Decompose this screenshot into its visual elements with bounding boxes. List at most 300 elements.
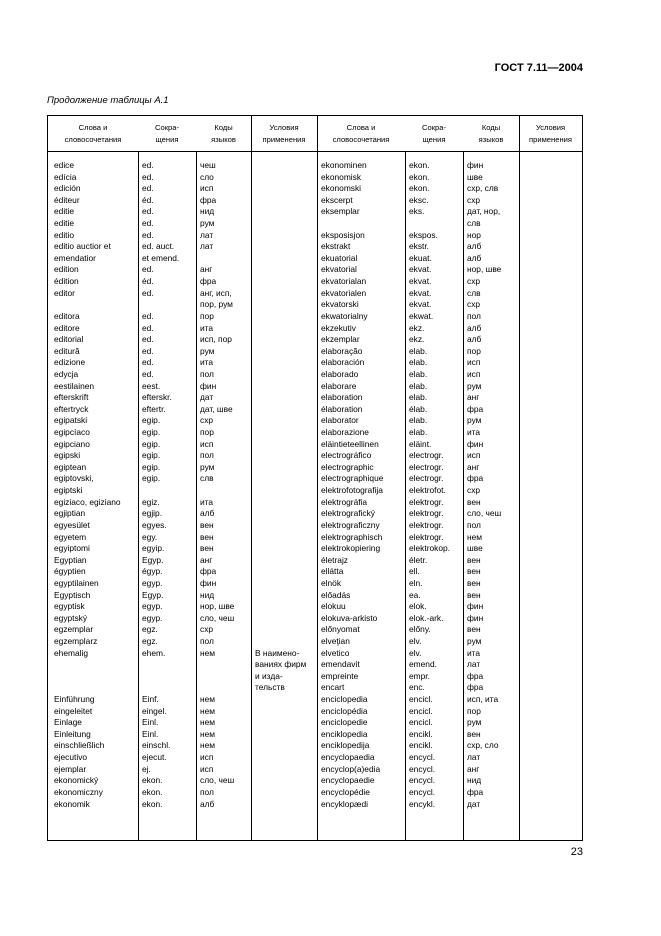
word-cell: eestilainen bbox=[54, 380, 95, 391]
word-cell: editor bbox=[54, 287, 75, 298]
code-cell: нид bbox=[467, 775, 482, 786]
word-cell: elektrografický bbox=[321, 508, 375, 519]
word-cell: egyptilainen bbox=[54, 577, 99, 588]
code-cell: лат bbox=[200, 229, 214, 240]
condition-cell: ваниях фирм bbox=[255, 659, 307, 670]
table-row bbox=[48, 799, 582, 811]
word-cell: egiptovski, bbox=[54, 473, 94, 484]
word-cell: ekonomski bbox=[321, 183, 362, 194]
code-cell: схр bbox=[467, 485, 481, 496]
table-row bbox=[48, 230, 582, 242]
word-cell: egipski bbox=[54, 450, 81, 461]
table-row bbox=[48, 473, 582, 485]
word-cell: élaboration bbox=[321, 403, 363, 414]
abbr-cell: ekstr. bbox=[409, 241, 430, 252]
table-row bbox=[48, 195, 582, 207]
condition-cell: и изда- bbox=[255, 670, 283, 681]
word-cell: edícia bbox=[54, 171, 77, 182]
abbr-cell: elab. bbox=[409, 427, 428, 438]
code-cell: дат, шве bbox=[200, 403, 233, 414]
abbr-cell: encicl. bbox=[409, 717, 433, 728]
abbr-cell: ekon. bbox=[409, 183, 430, 194]
table-row bbox=[48, 183, 582, 195]
code-cell: вен bbox=[467, 554, 481, 565]
code-cell: схр bbox=[200, 415, 214, 426]
code-cell: схр bbox=[467, 276, 481, 287]
code-cell: фра bbox=[200, 276, 217, 287]
word-cell: elaborator bbox=[321, 415, 359, 426]
abbr-cell: ekon. bbox=[142, 775, 163, 786]
abbr-cell: ed. bbox=[142, 345, 154, 356]
word-cell: electrographique bbox=[321, 473, 384, 484]
code-cell: дат, нор, bbox=[467, 206, 501, 217]
abbr-cell: elab. bbox=[409, 415, 428, 426]
code-cell: нор bbox=[467, 229, 481, 240]
code-cell: нем bbox=[200, 740, 216, 751]
abbr-cell: eingel. bbox=[142, 705, 167, 716]
word-cell: editorial bbox=[54, 334, 84, 345]
word-cell: égyptien bbox=[54, 566, 86, 577]
code-cell: лат bbox=[200, 241, 214, 252]
word-cell: ekstrakt bbox=[321, 241, 351, 252]
abbr-cell: efterskr. bbox=[142, 392, 172, 403]
code-cell: шве bbox=[467, 543, 483, 554]
abbr-cell: ed. bbox=[142, 287, 154, 298]
table-row bbox=[48, 764, 582, 776]
word-cell: ekonomik bbox=[54, 798, 90, 809]
abbr-cell: eks. bbox=[409, 206, 425, 217]
table-header bbox=[48, 116, 582, 152]
abbr-cell: ed. bbox=[142, 229, 154, 240]
abbr-cell: élab. bbox=[409, 403, 428, 414]
word-cell: ekzekutiv bbox=[321, 322, 356, 333]
code-cell: чеш bbox=[200, 160, 216, 170]
code-cell: слв bbox=[467, 218, 481, 229]
abbr-cell: einschl. bbox=[142, 740, 171, 751]
word-cell: enciklopedija bbox=[321, 740, 370, 751]
code-cell: ита bbox=[200, 322, 214, 333]
code-cell: фин bbox=[467, 160, 484, 170]
word-cell: ejemplar bbox=[54, 763, 87, 774]
code-cell: ита bbox=[200, 357, 214, 368]
table-row bbox=[48, 706, 582, 718]
abbr-cell: encicl. bbox=[409, 705, 433, 716]
abbr-cell: egyip. bbox=[142, 543, 165, 554]
word-cell: efterskrift bbox=[54, 392, 89, 403]
code-cell: ита bbox=[200, 496, 214, 507]
word-cell: encyclopédie bbox=[321, 786, 370, 797]
abbr-cell: elv. bbox=[409, 635, 422, 646]
code-cell: алб bbox=[200, 508, 215, 519]
code-cell: нем bbox=[200, 728, 216, 739]
code-cell: лат bbox=[467, 659, 481, 670]
code-cell: нид bbox=[200, 206, 215, 217]
word-cell: egyetem bbox=[54, 531, 87, 542]
word-cell: egzemplarz bbox=[54, 635, 98, 646]
word-cell: egyptisk bbox=[54, 601, 85, 612]
abbr-cell: ed. bbox=[142, 206, 154, 217]
word-cell: einschließlich bbox=[54, 740, 105, 751]
code-cell: дат bbox=[200, 392, 214, 403]
table-row bbox=[48, 172, 582, 184]
abbr-cell: ed. bbox=[142, 183, 154, 194]
code-cell: исп bbox=[200, 752, 214, 763]
abbreviations-table bbox=[47, 115, 583, 841]
table-row bbox=[48, 485, 582, 497]
table-row bbox=[48, 671, 582, 683]
code-cell: рум bbox=[200, 461, 215, 472]
code-cell: пол bbox=[200, 450, 214, 461]
word-cell: elektrographisch bbox=[321, 531, 383, 542]
condition-cell: В наимено- bbox=[255, 647, 300, 658]
word-cell: eksemplar bbox=[321, 206, 360, 217]
code-cell: фра bbox=[200, 566, 217, 577]
abbr-cell: előny. bbox=[409, 624, 431, 635]
table-row bbox=[48, 497, 582, 509]
code-cell: анг bbox=[467, 763, 480, 774]
table-row bbox=[48, 299, 582, 311]
abbr-cell: egip. bbox=[142, 461, 161, 472]
table-row bbox=[48, 694, 582, 706]
word-cell: editie bbox=[54, 206, 75, 217]
word-cell: editore bbox=[54, 322, 80, 333]
table-body bbox=[48, 160, 582, 810]
word-cell: ellátta bbox=[321, 566, 344, 577]
word-cell: eftertryck bbox=[54, 403, 89, 414]
word-cell: elektrofotografija bbox=[321, 485, 383, 496]
table-row bbox=[48, 752, 582, 764]
abbr-cell: encycl. bbox=[409, 752, 436, 763]
code-cell: фин bbox=[200, 577, 217, 588]
abbr-cell: ed. bbox=[142, 322, 154, 333]
abbr-cell: ekon. bbox=[142, 786, 163, 797]
header-codes-2: Коды языков bbox=[478, 122, 504, 144]
abbr-cell: elok. bbox=[409, 601, 427, 612]
table-row bbox=[48, 543, 582, 555]
word-cell: electrográfico bbox=[321, 450, 372, 461]
code-cell: исп bbox=[467, 357, 481, 368]
code-cell: нем bbox=[467, 531, 483, 542]
table-row bbox=[48, 578, 582, 590]
abbr-cell: et emend. bbox=[142, 252, 180, 263]
word-cell: ekonomisk bbox=[321, 171, 362, 182]
abbr-cell: ej. bbox=[142, 763, 151, 774]
word-cell: enciclopedia bbox=[321, 694, 368, 705]
code-cell: фра bbox=[467, 473, 484, 484]
abbr-cell: ekspos. bbox=[409, 229, 438, 240]
abbr-cell: egyp. bbox=[142, 612, 163, 623]
word-cell: editora bbox=[54, 310, 80, 321]
table-row bbox=[48, 532, 582, 544]
abbr-cell: Einl. bbox=[142, 728, 159, 739]
table-row bbox=[48, 369, 582, 381]
word-cell: ehemalig bbox=[54, 647, 88, 658]
code-cell: исп bbox=[467, 450, 481, 461]
abbr-cell: égyp. bbox=[142, 566, 163, 577]
table-row bbox=[48, 357, 582, 369]
word-cell: ekscerpt bbox=[321, 194, 353, 205]
word-cell: editură bbox=[54, 345, 80, 356]
table-row bbox=[48, 613, 582, 625]
code-cell: пор bbox=[467, 345, 481, 356]
abbr-cell: egjip. bbox=[142, 508, 163, 519]
table-row bbox=[48, 450, 582, 462]
table-row bbox=[48, 717, 582, 729]
header-abbr-1: Сокра- щения bbox=[154, 122, 179, 144]
abbr-cell: Egyp. bbox=[142, 589, 164, 600]
abbr-cell: ehem. bbox=[142, 647, 166, 658]
word-cell: edycja bbox=[54, 368, 79, 379]
code-cell: исп bbox=[467, 368, 481, 379]
abbr-cell: ed. bbox=[142, 334, 154, 345]
word-cell: elektrográfia bbox=[321, 496, 368, 507]
word-cell: encyclop(a)edia bbox=[321, 763, 381, 774]
code-cell: анг bbox=[200, 554, 213, 565]
code-cell: пол bbox=[200, 635, 214, 646]
abbr-cell: ed. bbox=[142, 357, 154, 368]
word-cell: emendavit bbox=[321, 659, 360, 670]
code-cell: исп bbox=[200, 763, 214, 774]
table-row bbox=[48, 346, 582, 358]
abbr-cell: encykl. bbox=[409, 798, 436, 809]
word-cell: ekuatorial bbox=[321, 252, 358, 263]
code-cell: вен bbox=[467, 624, 481, 635]
code-cell: анг bbox=[467, 392, 480, 403]
word-cell: egyesület bbox=[54, 519, 90, 530]
word-cell: editio bbox=[54, 229, 75, 240]
abbr-cell: ejecut. bbox=[142, 752, 167, 763]
code-cell: рум bbox=[200, 218, 215, 229]
abbr-cell: egip. bbox=[142, 450, 161, 461]
abbr-cell: encycl. bbox=[409, 786, 436, 797]
code-cell: лат bbox=[467, 752, 481, 763]
word-cell: egiptski bbox=[54, 485, 83, 496]
code-cell: анг bbox=[200, 264, 213, 275]
abbr-cell: ea. bbox=[409, 589, 421, 600]
code-cell: нид bbox=[200, 589, 215, 600]
word-cell: eksposisjon bbox=[321, 229, 365, 240]
header-conditions-1: Условия применения bbox=[262, 122, 306, 144]
code-cell: фин bbox=[467, 438, 484, 449]
code-cell: вен bbox=[467, 728, 481, 739]
abbr-cell: encycl. bbox=[409, 775, 436, 786]
abbr-cell: egip. bbox=[142, 427, 161, 438]
abbr-cell: Egyp. bbox=[142, 554, 164, 565]
code-cell: алб bbox=[467, 241, 482, 252]
code-cell: алб bbox=[200, 798, 215, 809]
code-cell: исп, ита bbox=[467, 694, 499, 705]
abbr-cell: elab. bbox=[409, 368, 428, 379]
code-cell: алб bbox=[467, 322, 482, 333]
word-cell: elaboração bbox=[321, 345, 363, 356]
table-row bbox=[48, 206, 582, 218]
code-cell: нор, шве bbox=[200, 601, 235, 612]
word-cell: előnyomat bbox=[321, 624, 360, 635]
abbr-cell: empr. bbox=[409, 670, 430, 681]
table-row bbox=[48, 264, 582, 276]
condition-cell: тельств bbox=[255, 682, 285, 693]
abbr-cell: életr. bbox=[409, 554, 428, 565]
abbr-cell: elab. bbox=[409, 345, 428, 356]
code-cell: исп bbox=[200, 183, 214, 194]
abbr-cell: eftertr. bbox=[142, 403, 166, 414]
word-cell: előadás bbox=[321, 589, 351, 600]
abbr-cell: elv. bbox=[409, 647, 422, 658]
code-cell: сло, чеш bbox=[200, 612, 235, 623]
code-cell: фра bbox=[200, 194, 217, 205]
abbr-cell: egz. bbox=[142, 635, 158, 646]
abbr-cell: elab. bbox=[409, 392, 428, 403]
abbr-cell: electrogr. bbox=[409, 473, 444, 484]
abbr-cell: ekvat. bbox=[409, 299, 432, 310]
code-cell: пол bbox=[467, 310, 481, 321]
abbr-cell: ekon. bbox=[142, 798, 163, 809]
code-cell: рум bbox=[467, 415, 482, 426]
word-cell: egipcíaco bbox=[54, 427, 90, 438]
abbr-cell: ekvat. bbox=[409, 276, 432, 287]
table-row bbox=[48, 241, 582, 253]
word-cell: ekonominen bbox=[321, 160, 367, 170]
word-cell: encyclopaedia bbox=[321, 752, 375, 763]
code-cell: сло, чеш bbox=[467, 508, 502, 519]
code-cell: фин bbox=[467, 612, 484, 623]
word-cell: ekvatorial bbox=[321, 264, 357, 275]
abbr-cell: egiz. bbox=[142, 496, 160, 507]
table-row bbox=[48, 218, 582, 230]
abbr-cell: ed. bbox=[142, 171, 154, 182]
code-cell: схр, слв bbox=[467, 183, 499, 194]
code-cell: фра bbox=[467, 670, 484, 681]
table-row bbox=[48, 323, 582, 335]
word-cell: Einführung bbox=[54, 694, 95, 705]
abbr-cell: ekuat. bbox=[409, 252, 432, 263]
abbr-cell: egip. bbox=[142, 415, 161, 426]
abbr-cell: egip. bbox=[142, 473, 161, 484]
abbr-cell: elab. bbox=[409, 357, 428, 368]
table-row bbox=[48, 381, 582, 393]
abbr-cell: Einl. bbox=[142, 717, 159, 728]
abbr-cell: ekon. bbox=[409, 171, 430, 182]
abbr-cell: egyes. bbox=[142, 519, 167, 530]
abbr-cell: elab. bbox=[409, 380, 428, 391]
code-cell: пор bbox=[200, 427, 214, 438]
code-cell: вен bbox=[200, 519, 214, 530]
abbr-cell: eln. bbox=[409, 577, 423, 588]
code-cell: рум bbox=[467, 380, 482, 391]
word-cell: ekonomický bbox=[54, 775, 99, 786]
code-cell: вен bbox=[467, 496, 481, 507]
abbr-cell: ekvat. bbox=[409, 287, 432, 298]
word-cell: editio auctior et bbox=[54, 241, 111, 252]
code-cell: схр bbox=[467, 299, 481, 310]
abbr-cell: ed. bbox=[142, 160, 154, 170]
word-cell: enciklopedia bbox=[321, 728, 368, 739]
abbr-cell: eläint. bbox=[409, 438, 432, 449]
table-row bbox=[48, 160, 582, 172]
word-cell: egipatski bbox=[54, 415, 88, 426]
table-row bbox=[48, 311, 582, 323]
code-cell: слв bbox=[200, 473, 214, 484]
word-cell: elektrograficzny bbox=[321, 519, 380, 530]
word-cell: egyiptomi bbox=[54, 543, 90, 554]
abbr-cell: electrogr. bbox=[409, 461, 444, 472]
table-row bbox=[48, 659, 582, 671]
code-cell: алб bbox=[467, 252, 482, 263]
code-cell: пол bbox=[200, 368, 214, 379]
word-cell: enciclopédia bbox=[321, 705, 368, 716]
word-cell: edición bbox=[54, 183, 81, 194]
word-cell: egipciano bbox=[54, 438, 90, 449]
table-row bbox=[48, 601, 582, 613]
abbr-cell: ell. bbox=[409, 566, 420, 577]
word-cell: edition bbox=[54, 264, 79, 275]
word-cell: eläintieteellinen bbox=[321, 438, 379, 449]
word-cell: eingeleitet bbox=[54, 705, 93, 716]
word-cell: éditeur bbox=[54, 194, 80, 205]
abbr-cell: egy. bbox=[142, 531, 158, 542]
abbr-cell: ekz. bbox=[409, 322, 425, 333]
header-codes-1: Коды языков bbox=[211, 122, 236, 144]
code-cell: шве bbox=[467, 171, 483, 182]
table-row bbox=[48, 775, 582, 787]
table-row bbox=[48, 253, 582, 265]
word-cell: encyclopaedie bbox=[321, 775, 375, 786]
abbr-cell: encikl. bbox=[409, 728, 433, 739]
table-row bbox=[48, 787, 582, 799]
word-cell: elaborare bbox=[321, 380, 357, 391]
code-cell: рум bbox=[467, 717, 482, 728]
abbr-cell: éd. bbox=[142, 276, 154, 287]
abbr-cell: ed. bbox=[142, 368, 154, 379]
abbr-cell: encycl. bbox=[409, 763, 436, 774]
abbr-cell: egip. bbox=[142, 438, 161, 449]
code-cell: исп bbox=[200, 438, 214, 449]
abbr-cell: elektrokop. bbox=[409, 543, 450, 554]
abbr-cell: electrogr. bbox=[409, 450, 444, 461]
word-cell: elaboration bbox=[321, 392, 363, 403]
code-cell: слв bbox=[467, 287, 481, 298]
abbr-cell: ekvat. bbox=[409, 264, 432, 275]
word-cell: empreinte bbox=[321, 670, 359, 681]
abbr-cell: encicl. bbox=[409, 694, 433, 705]
abbr-cell: ed. bbox=[142, 310, 154, 321]
table-row bbox=[48, 590, 582, 602]
table-row bbox=[48, 415, 582, 427]
table-row bbox=[48, 439, 582, 451]
code-cell: нем bbox=[200, 717, 216, 728]
code-cell: ита bbox=[467, 647, 481, 658]
abbr-cell: elektrogr. bbox=[409, 519, 444, 530]
table-row bbox=[48, 508, 582, 520]
header-abbr-2: Сокра- щения bbox=[421, 122, 446, 144]
word-cell: egiziaco, egiziano bbox=[54, 496, 121, 507]
abbr-cell: elok.-ark. bbox=[409, 612, 444, 623]
table-row bbox=[48, 462, 582, 474]
word-cell: elaboración bbox=[321, 357, 365, 368]
code-cell: фра bbox=[467, 682, 484, 693]
header-conditions-2: Условия применения bbox=[529, 122, 572, 144]
word-cell: édition bbox=[54, 276, 79, 287]
abbr-cell: elektrofot. bbox=[409, 485, 446, 496]
code-cell: пол bbox=[467, 519, 481, 530]
code-cell: схр, сло bbox=[467, 740, 499, 751]
code-cell: пор, рум bbox=[200, 299, 233, 310]
code-cell: рум bbox=[467, 635, 482, 646]
word-cell: elaborado bbox=[321, 368, 359, 379]
code-cell: пол bbox=[200, 786, 214, 797]
abbr-cell: eksc. bbox=[409, 194, 429, 205]
code-cell: сло, чеш bbox=[200, 775, 235, 786]
